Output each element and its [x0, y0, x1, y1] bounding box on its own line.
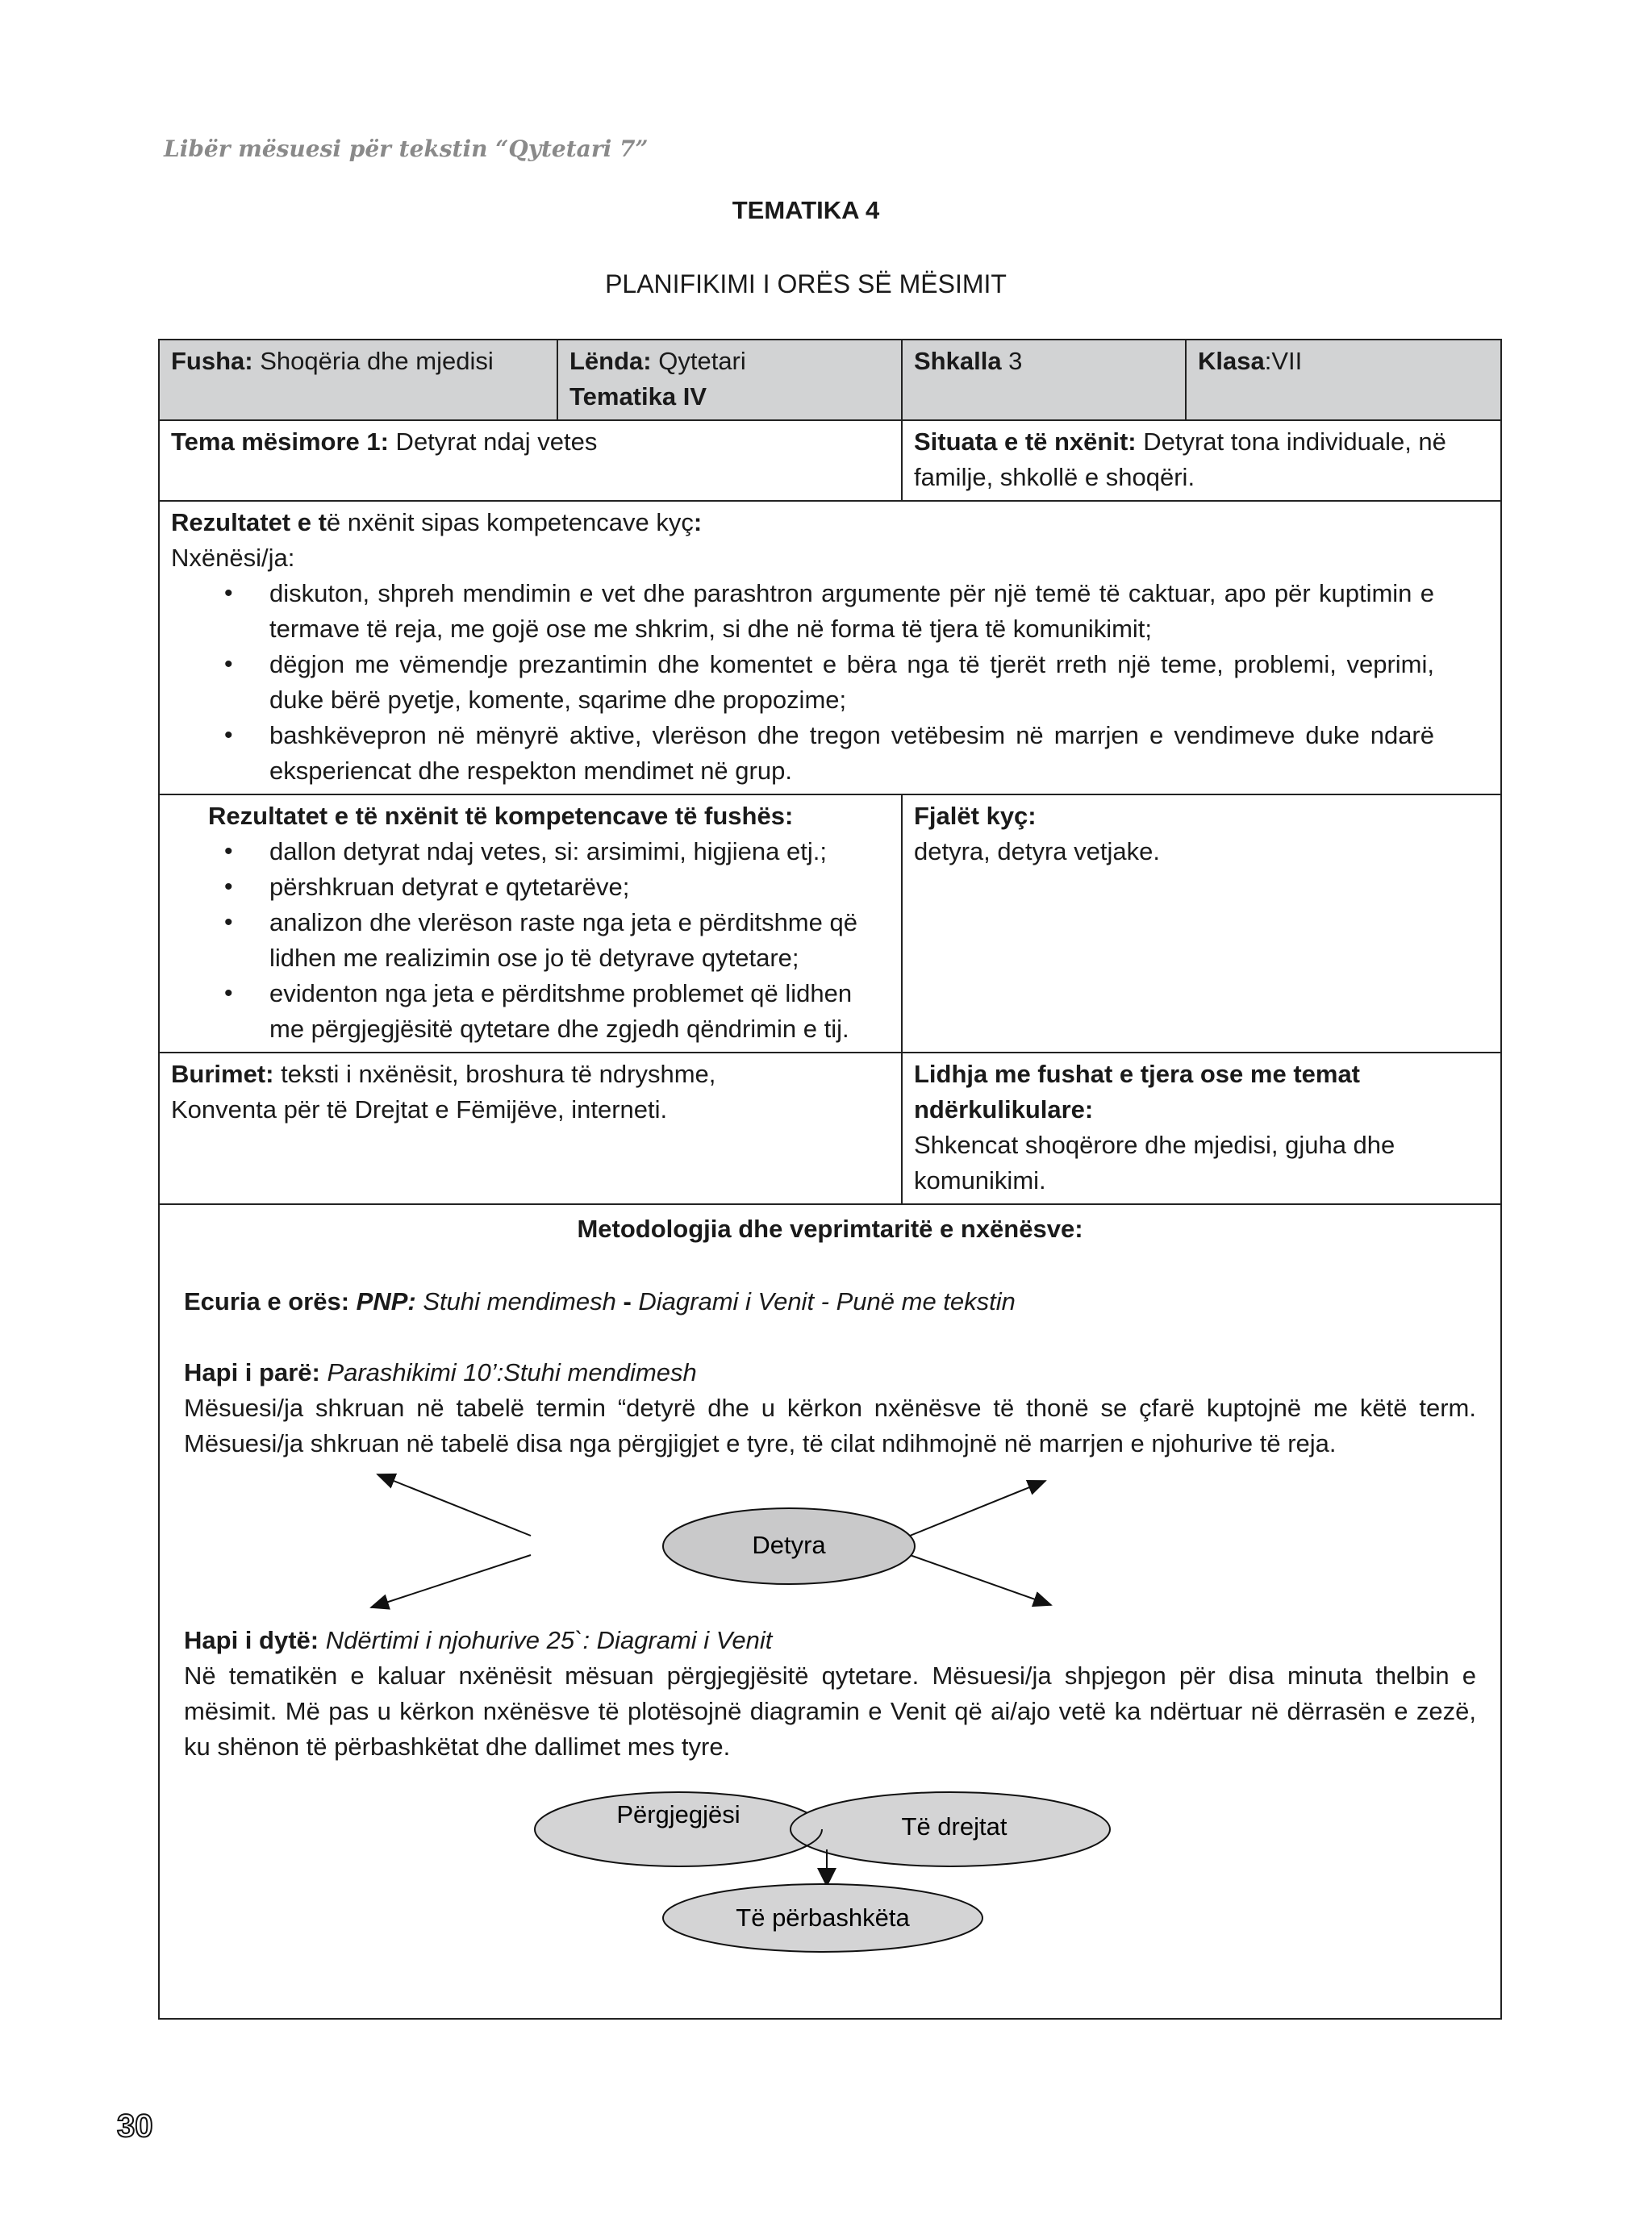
- te-drejtat-label: Të drejtat: [901, 1812, 1007, 1841]
- list-item: • analizon dhe vlerëson raste nga jeta e përditshme që lidhen me realizimin ose jo të detyrave qytetare;: [171, 905, 878, 976]
- plan-title: PLANIFIKIMI I ORËS SË MËSIMIT: [605, 269, 1007, 298]
- burimet-label: Burimet:: [171, 1060, 274, 1088]
- pergjegjesi-label: Përgjegjësi: [616, 1800, 740, 1828]
- situata-label: Situata e të nxënit:: [914, 427, 1137, 456]
- heading-part-a: Rezultatet e t: [171, 508, 327, 536]
- running-head: Libër mësuesi për tekstin “Qytetari 7”: [164, 136, 649, 162]
- key-competences-list: [171, 576, 1491, 789]
- key-competences-row: [159, 501, 1501, 794]
- list-item: • dallon detyrat ndaj vetes, si: arsimimi, higjiena etj.;: [171, 834, 878, 869]
- te-perbashketa-label: Të përbashkëta: [736, 1903, 910, 1932]
- methodology-heading-text: Metodologjia dhe veprimtaritë e nxënësve:: [577, 1215, 1083, 1243]
- list-item: • përshkruan detyrat e qytetarëve;: [171, 869, 878, 905]
- lenda-label: Lënda:: [569, 347, 652, 375]
- hapi1-italic: Parashikimi 10’:Stuhi mendimesh: [319, 1358, 697, 1386]
- burimet-value: teksti i nxënësit, broshura të ndryshme, Konventa për të Drejtat e Fëmijëve, interneti.: [171, 1060, 716, 1124]
- ecuria-label: Ecuria e orës:: [184, 1287, 350, 1315]
- shkalla-label: Shkalla: [914, 347, 1002, 375]
- field-competences-cell: [159, 794, 902, 1053]
- arrow-bottom-left: [371, 1555, 531, 1607]
- methodology-content: [160, 1205, 1500, 2018]
- keywords-label: Fjalët kyç:: [914, 802, 1037, 830]
- situata-value: Detyrat tona individuale, në familje, shkollë e shoqëri.: [914, 427, 1446, 491]
- shkalla-value: 3: [1001, 347, 1023, 375]
- fusha-label: Fusha:: [171, 347, 253, 375]
- ecuria-pnp: PNP:: [349, 1287, 416, 1315]
- klasa-value: :VII: [1264, 347, 1303, 375]
- lidhja-value: Shkencat shoqërore dhe mjedisi, gjuha dhe komunikimi.: [914, 1131, 1395, 1195]
- hapi2-italic: Ndërtimi i njohurive 25`: Diagrami i Venit: [319, 1626, 773, 1654]
- heading-part-c: :: [693, 508, 703, 536]
- lesson-plan-table: [158, 339, 1502, 2020]
- methodology-heading: [160, 1205, 1500, 1247]
- tema-label: Tema mësimore 1:: [171, 427, 389, 456]
- burimet-cell: [159, 1053, 902, 1204]
- keywords-value: detyra, detyra vetjake.: [914, 837, 1160, 865]
- arrow-bottom-right: [910, 1555, 1051, 1605]
- fusha-cell: [159, 340, 557, 420]
- ecuria-part-b: Diagrami i Venit - Punë me tekstin: [631, 1287, 1016, 1315]
- key-competences-cell: [159, 501, 1501, 794]
- arrow-top-left: [378, 1474, 531, 1536]
- list-item: • evidenton nga jeta e përditshme problemet që lidhen me përgjegjësitë qytetare dhe zgjedh qëndrimin e tij.: [171, 976, 878, 1047]
- venn-diagram: [160, 1781, 1502, 1958]
- methodology-row: [159, 1204, 1501, 2019]
- lidhja-cell: [902, 1053, 1501, 1204]
- list-item: • dëgjon me vëmendje prezantimin dhe komentet e bëra nga të tjerët rreth një teme, problemi, veprimi, duke bërë pyetje, komente, sqarime dhe propozime;: [171, 647, 1434, 718]
- lenda-cell: [557, 340, 902, 420]
- hapi2-heading: [160, 1623, 1500, 1658]
- arrow-top-right: [910, 1481, 1045, 1536]
- tema-cell: [159, 420, 902, 501]
- list-item: • bashkëvepron në mënyrë aktive, vlerëson dhe tregon vetëbesim në marrjen e vendimeve duke ndarë eksperiencat dhe respekton mendimet në grup.: [171, 718, 1434, 789]
- page-number: 30: [117, 2108, 153, 2144]
- ecuria-part-a: Stuhi mendimesh: [415, 1287, 624, 1315]
- tematika-heading: TEMATIKA 4: [732, 196, 880, 224]
- klasa-label: Klasa: [1198, 347, 1265, 375]
- brainstorm-diagram: [160, 1461, 1502, 1623]
- hapi2-label: Hapi i dytë:: [184, 1626, 319, 1654]
- list-item: • diskuton, shpreh mendimin e vet dhe parashtron argumente për një temë të caktuar, apo për kuptimin e termave të reja, me gojë ose me shkrim, si dhe në forma të tjera të komunikimit;: [171, 576, 1434, 647]
- methodology-cell: [159, 1204, 1501, 2019]
- tematika-label: Tematika IV: [569, 382, 707, 411]
- ecuria-dash: -: [623, 1287, 632, 1315]
- keywords-cell: [902, 794, 1501, 1053]
- field-heading-text: Rezultatet e të nxënit të kompetencave të fushës:: [208, 802, 794, 830]
- detyra-label: Detyra: [752, 1531, 826, 1559]
- plan-header-row: [159, 340, 1501, 420]
- heading-part-b: ë nxënit sipas kompetencave kyç: [326, 508, 694, 536]
- shkalla-cell: [902, 340, 1186, 420]
- fusha-value: Shoqëria dhe mjedisi: [252, 347, 494, 375]
- resources-row: [159, 1053, 1501, 1204]
- situata-cell: [902, 420, 1501, 501]
- subject-label: Nxënësi/ja:: [171, 544, 295, 572]
- hapi1-text: Mësuesi/ja shkruan në tabelë termin “detyrë dhe u kërkon nxënësve të thonë se çfarë kuptojnë me këtë term. Mësuesi/ja shkruan në tabelë disa nga përgjigjet e tyre, të cilat ndihmojnë në marrjen e njohurive të reja.: [184, 1394, 1476, 1457]
- lenda-value: Qytetari: [651, 347, 746, 375]
- field-competences-heading: [171, 798, 886, 834]
- key-competences-heading: [171, 505, 1491, 540]
- ecuria-line: [160, 1284, 1500, 1320]
- hapi1-label: Hapi i parë:: [184, 1358, 320, 1386]
- tema-value: Detyrat ndaj vetes: [388, 427, 598, 456]
- hapi1-heading: [160, 1355, 1500, 1391]
- field-competences-list: [171, 834, 886, 1047]
- klasa-cell: [1186, 340, 1501, 420]
- lidhja-label: Lidhja me fushat e tjera ose me temat ndërkulikulare:: [914, 1060, 1361, 1124]
- tema-row: [159, 420, 1501, 501]
- field-competences-row: [159, 794, 1501, 1053]
- hapi2-text: Në tematikën e kaluar nxënësit mësuan përgjegjësitë qytetare. Mësuesi/ja shpjegon për disa minuta thelbin e mësimit. Më pas u kërkon nxënësve të plotësojnë diagramin e Venit që ai/ajo vetë ka ndërtuar në dërrasën e zezë, ku shënon të përbashkëtat dhe dallimet mes tyre.: [184, 1662, 1476, 1761]
